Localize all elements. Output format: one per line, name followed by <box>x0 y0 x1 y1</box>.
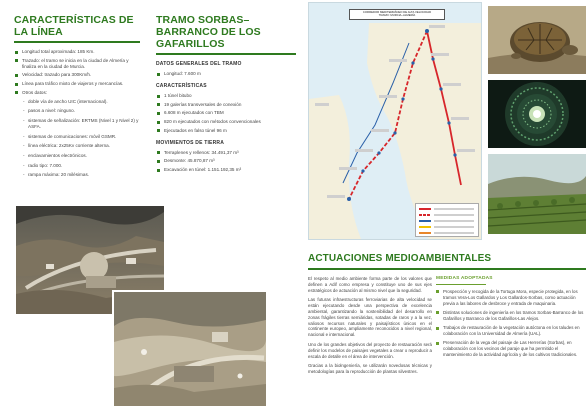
list-item: 820 m ejecutados con métodos convencionales <box>156 119 296 125</box>
map-title-box <box>349 9 445 20</box>
list-item: 1 túnel bitubo <box>156 93 296 99</box>
map-title-line2: TRAMO: MURCIA–ALMERÍA <box>378 13 416 18</box>
environment-body <box>308 276 432 379</box>
measures-rule <box>436 284 486 285</box>
title-rule <box>14 41 140 43</box>
earthworks-list <box>156 150 296 173</box>
environment-paragraph: Uno de los grandes objetivos del proyecto de restauración será definir los modelos de paisajes vegetales a crear o reproducir a escala de detalle en el área de intervención. <box>308 341 432 359</box>
sub-list-item: - línea eléctrica: 2x25Kv corriente alterna. <box>22 143 140 149</box>
section-title: TRAMO SORBAS–BARRANCO DE LOS GAFARILLOS <box>156 14 261 50</box>
landscape-photo <box>488 154 586 234</box>
other-data-label: Otros datos: <box>22 89 48 95</box>
aerial-photo-tunnel-works <box>112 290 268 408</box>
legend-label <box>434 208 474 211</box>
earthworks-heading: MOVIMIENTOS DE TIERRA <box>156 139 225 146</box>
list-item: Excavación en túnel: 1.151.192,35 m³ <box>156 167 296 173</box>
list-item: Desmonte: 45.870,87 m³ <box>156 158 296 164</box>
list-item: Trazado: el tramo se inicia en la ciudad de Almería y finaliza en la ciudad de Murcia. <box>14 58 140 70</box>
legend-label <box>434 214 474 217</box>
tunnel-photo <box>488 80 586 148</box>
list-item: Trabajos de restauración de la vegetación autóctona en los taludes en colaboración con la Universidad de Almería (UAL). <box>436 325 586 337</box>
list-item: 6.608 m ejecutados con TBM <box>156 110 296 116</box>
sub-list-item: - sistemas de comunicaciones: móvil GSMR. <box>22 134 140 140</box>
environment-paragraph: Gracias a la biolngeniería, se utilizarán novedosas técnicas y metodologías para la reproducción de plantas silvestres. <box>308 363 432 375</box>
list-item: Longitud total aproximada: 185 Km. <box>14 49 140 55</box>
list-item: Ejecutados en falso túnel 96 m <box>156 128 296 134</box>
general-data-heading: DATOS GENERALES DEL TRAMO <box>156 61 242 67</box>
legend-swatch <box>419 220 431 222</box>
map-title-line1: CORREDOR MEDITERRÁNEO DE ALTA VELOCIDAD <box>362 10 432 14</box>
general-data-list <box>156 71 296 77</box>
list-item: Terraplenes y rellenos: 34.491,37 m³ <box>156 150 296 156</box>
list-item: 19 galerías transversales de conexión <box>156 102 296 108</box>
panel-environment <box>304 0 587 413</box>
legend-swatch <box>419 208 431 210</box>
sub-list-item: - rampa máxima: 20 milésimas. <box>22 172 140 178</box>
title-rule <box>308 268 586 270</box>
line-characteristics-list <box>14 49 140 178</box>
line-characteristics-title: CARACTERÍSTICAS DE LA LÍNEA <box>14 14 134 38</box>
tortoise-photo <box>488 6 586 74</box>
legend-swatch <box>419 232 431 234</box>
sub-list-item: - radio tipo: 7.000. <box>22 163 140 169</box>
route-map <box>308 2 482 240</box>
sub-list-item: - enclavamientos electrónicos. <box>22 153 140 159</box>
list-item: Longitud: 7.600 m <box>156 71 296 77</box>
environment-paragraph: El respeto al medio ambiente forma parte de los valores que definen a Adif como empresa y constituye uno de sus ejes estratégicos de actuación al mismo nivel que la seguridad. <box>308 276 432 293</box>
map-legend <box>415 203 479 237</box>
sub-list-item: - pasos a nivel: ninguno. <box>22 108 140 114</box>
measures-list <box>436 289 586 358</box>
other-data-list <box>22 99 140 179</box>
characteristics-heading: CARACTERÍSTICAS <box>156 83 207 90</box>
list-item: Distintas soluciones de ingeniería en los tramos Sorbas-Barranco de los Gafarillos y Barranco de los Gafarillos-Las Alejos. <box>436 310 586 322</box>
legend-swatch <box>419 226 431 228</box>
environment-paragraph: Las futuras infraestructuras ferroviarias de alta velocidad se están ejecutando desde una perspectiva de excelencia ambiental, garantizando la sostenibilidad del desarrollo en zonas frágiles tierras semiáridas, sotadas de raros y a la vez, valiosos recursos naturales y paisajísticos únicos en el continente europeo, ampliamente reconocidos a nivel regional, nacional e internacional. <box>308 297 432 338</box>
list-item <box>14 90 140 179</box>
list-item: Línea para tráfico mixto de viajeros y mercancías. <box>14 81 140 87</box>
list-item: Velocidad: trazado para 300Km/h. <box>14 72 140 78</box>
sub-list-item: - doble vía de ancho UIC (internacional). <box>22 99 140 105</box>
legend-label <box>434 232 474 235</box>
legend-label <box>434 220 474 223</box>
measures-section <box>436 276 586 361</box>
title-rule <box>156 53 296 55</box>
sub-list-item: - sistemas de señalización: ERTMS (Nivel 1 y Nivel 2) y ASFA. <box>22 118 140 130</box>
legend-label <box>434 226 474 229</box>
list-item: Prospección y recogida de la Tortuga Mora, especie protegida, en los tramos Vera-Los Gallardos y Los Gallardos-Sorbas, como actuación previa a las labores de desbroce y entrada de maquinaria. <box>436 289 586 306</box>
characteristics-list <box>156 93 296 134</box>
list-item: Preservación de la vega del paisaje de Las Herrerías (Sorbas), en colaboración con los vecinos del paraje que ha permitido el mantenimiento de la actividad agrícola y de los cultivos tradicionales. <box>436 340 586 357</box>
legend-swatch <box>419 214 431 216</box>
measures-heading: MEDIDAS ADOPTADAS <box>436 276 493 281</box>
environment-title: ACTUACIONES MEDIOAMBIENTALES <box>308 253 492 264</box>
environment-section-header <box>308 253 586 276</box>
